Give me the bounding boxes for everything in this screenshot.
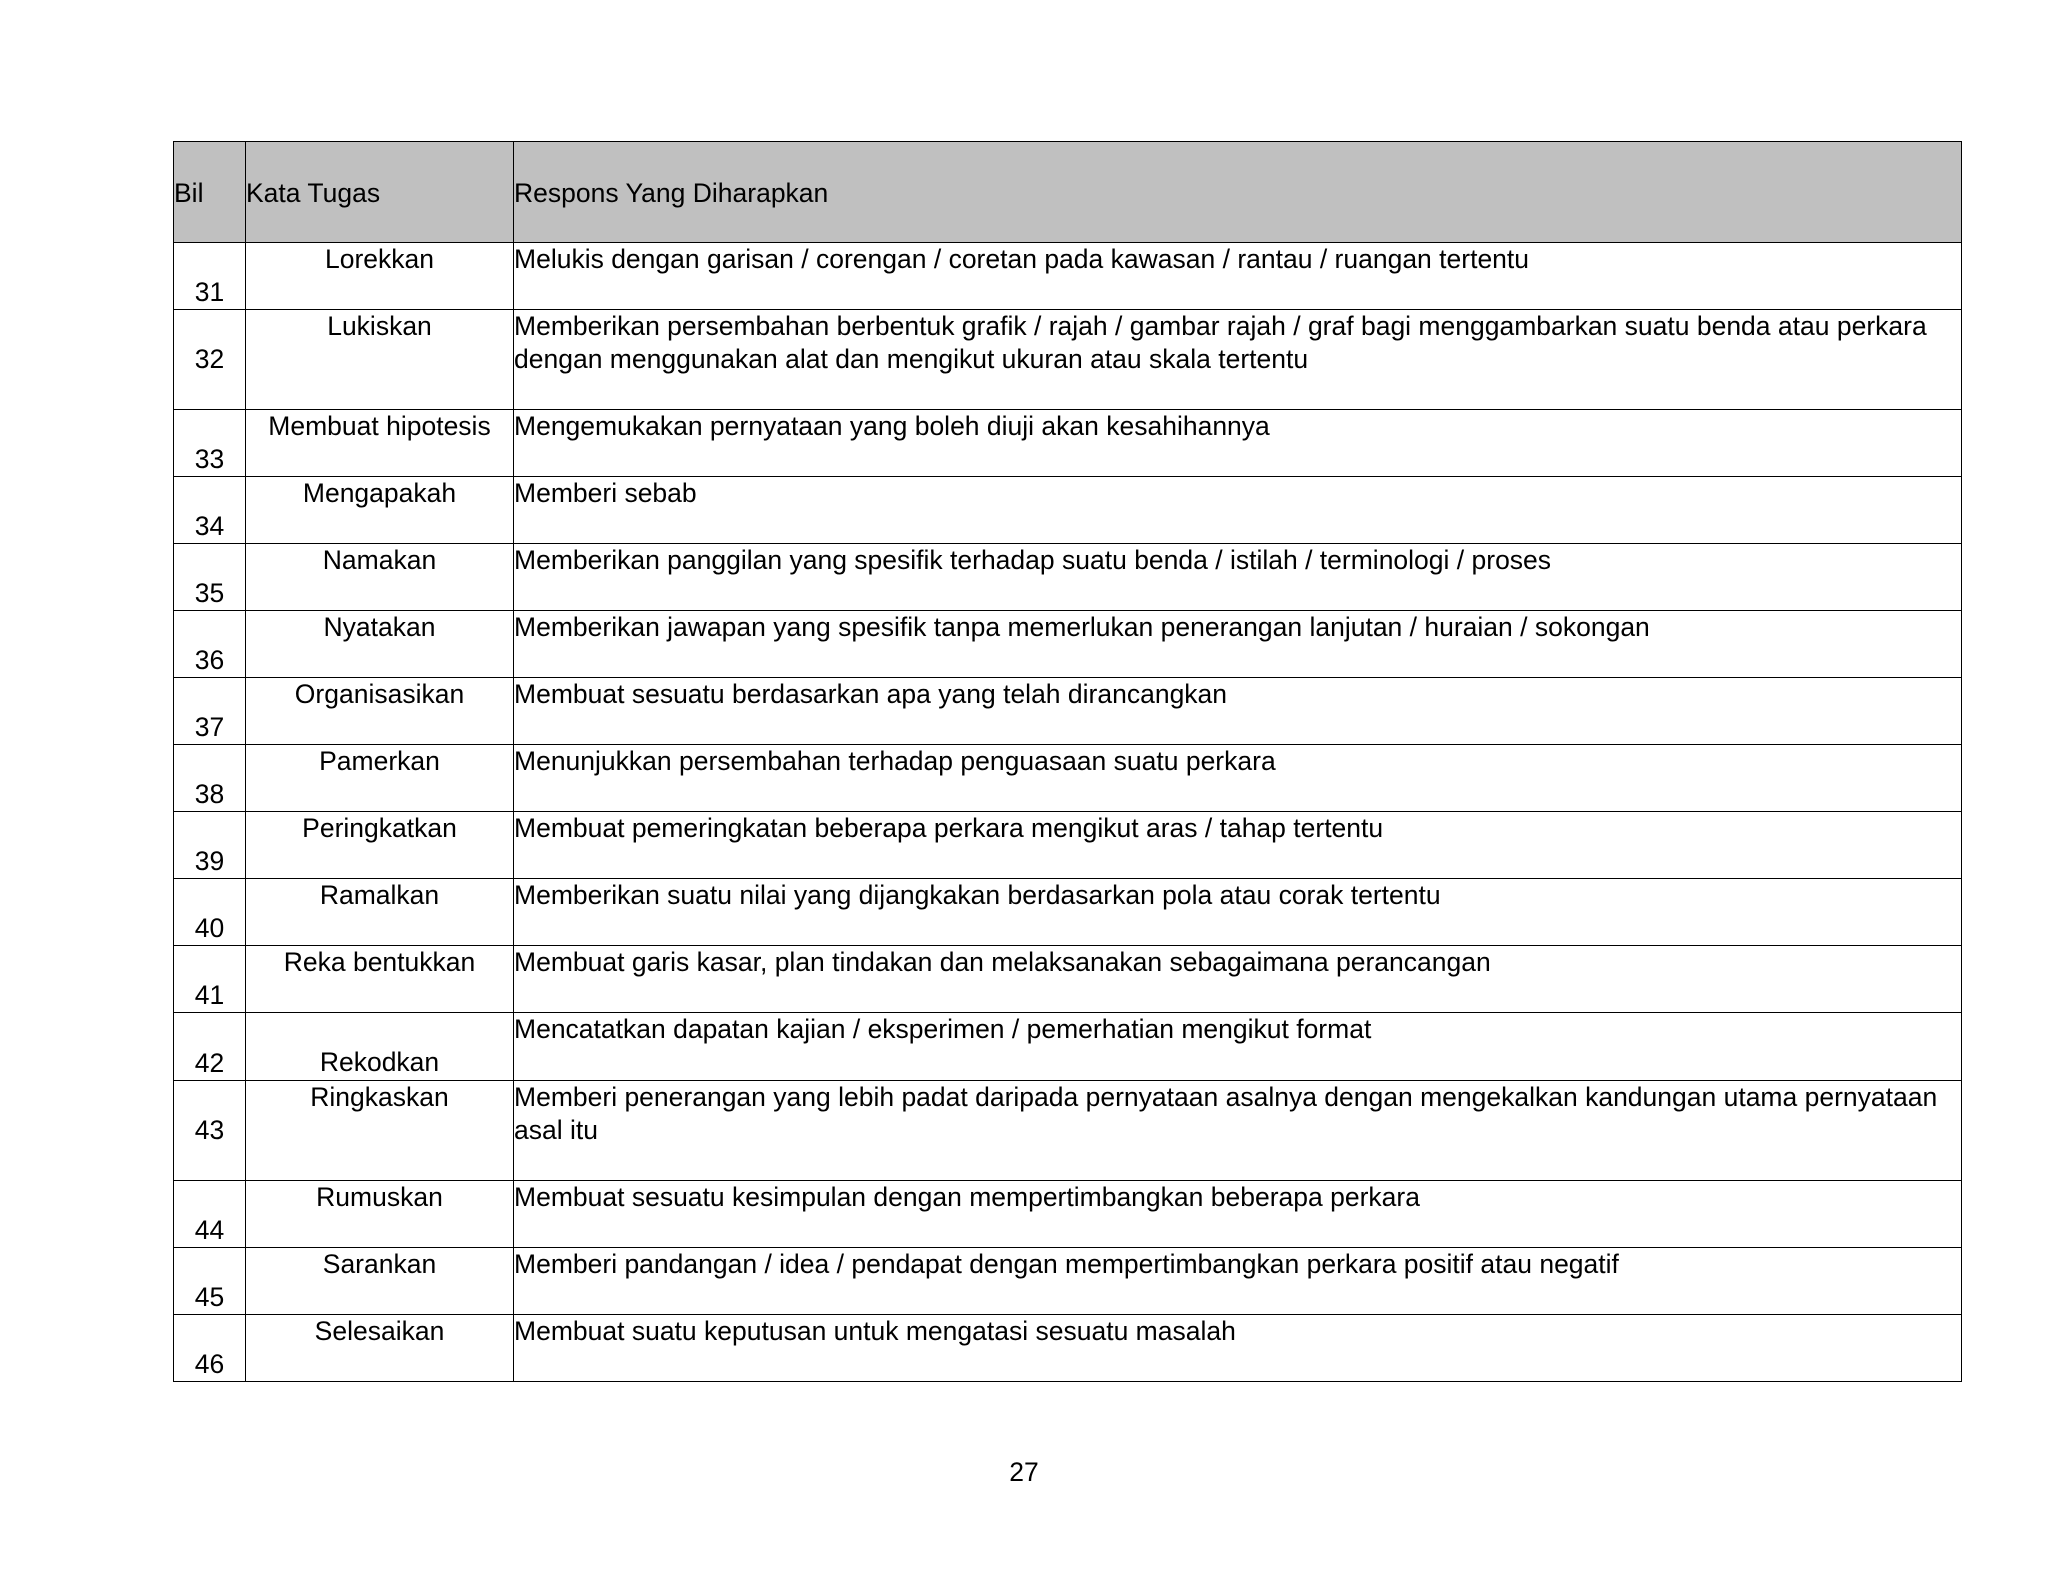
kata-tugas-table [173, 141, 1962, 1382]
respons-cell: Mengemukakan pernyataan yang boleh diuji akan kesahihannya [514, 410, 1962, 477]
row-number: 39 [174, 812, 246, 879]
table-row [174, 310, 1962, 410]
respons-cell: Membuat garis kasar, plan tindakan dan melaksanakan sebagaimana perancangan [514, 946, 1962, 1013]
respons-cell: Memberi pandangan / idea / pendapat dengan mempertimbangkan perkara positif atau negatif [514, 1248, 1962, 1315]
respons-cell: Memberi penerangan yang lebih padat daripada pernyataan asalnya dengan mengekalkan kandungan utama pernyataan asal itu [514, 1081, 1962, 1181]
kata-tugas-cell: Pamerkan [246, 745, 514, 812]
kata-tugas-cell: Peringkatkan [246, 812, 514, 879]
table-row [174, 477, 1962, 544]
table-row [174, 812, 1962, 879]
table-row [174, 879, 1962, 946]
row-number: 36 [174, 611, 246, 678]
kata-tugas-cell: Selesaikan [246, 1315, 514, 1382]
row-number: 40 [174, 879, 246, 946]
table-header [174, 142, 1962, 243]
kata-tugas-cell: Rumuskan [246, 1181, 514, 1248]
table-row [174, 410, 1962, 477]
kata-tugas-cell: Nyatakan [246, 611, 514, 678]
table-row [174, 745, 1962, 812]
table-row [174, 611, 1962, 678]
kata-tugas-cell: Reka bentukkan [246, 946, 514, 1013]
kata-tugas-cell: Lorekkan [246, 243, 514, 310]
row-number: 42 [174, 1013, 246, 1081]
kata-tugas-cell: Membuat hipotesis [246, 410, 514, 477]
page-number: 27 [1009, 1457, 1039, 1487]
row-number: 45 [174, 1248, 246, 1315]
respons-cell: Membuat sesuatu berdasarkan apa yang telah dirancangkan [514, 678, 1962, 745]
header-row [174, 142, 1962, 243]
respons-cell: Melukis dengan garisan / corengan / coretan pada kawasan / rantau / ruangan tertentu [514, 243, 1962, 310]
table-row [174, 1081, 1962, 1181]
table-row [174, 544, 1962, 611]
table-row [174, 678, 1962, 745]
row-number: 32 [174, 310, 246, 410]
kata-tugas-cell: Sarankan [246, 1248, 514, 1315]
row-number: 38 [174, 745, 246, 812]
row-number: 33 [174, 410, 246, 477]
respons-cell: Membuat suatu keputusan untuk mengatasi sesuatu masalah [514, 1315, 1962, 1382]
kata-tugas-cell: Ringkaskan [246, 1081, 514, 1181]
row-number: 37 [174, 678, 246, 745]
table-row [174, 1013, 1962, 1081]
respons-cell: Memberikan persembahan berbentuk grafik / rajah / gambar rajah / graf bagi menggambarkan suatu benda atau perkara dengan menggunakan alat dan mengikut ukuran atau skala tertentu [514, 310, 1962, 410]
row-number: 31 [174, 243, 246, 310]
respons-cell: Membuat sesuatu kesimpulan dengan mempertimbangkan beberapa perkara [514, 1181, 1962, 1248]
respons-cell: Menunjukkan persembahan terhadap penguasaan suatu perkara [514, 745, 1962, 812]
header-respons: Respons Yang Diharapkan [514, 142, 1962, 243]
respons-cell: Memberikan panggilan yang spesifik terhadap suatu benda / istilah / terminologi / proses [514, 544, 1962, 611]
table-row [174, 243, 1962, 310]
row-number: 44 [174, 1181, 246, 1248]
kata-tugas-cell: Namakan [246, 544, 514, 611]
respons-cell: Memberikan suatu nilai yang dijangkakan berdasarkan pola atau corak tertentu [514, 879, 1962, 946]
table-row [174, 1181, 1962, 1248]
respons-cell: Membuat pemeringkatan beberapa perkara mengikut aras / tahap tertentu [514, 812, 1962, 879]
row-number: 41 [174, 946, 246, 1013]
table-row [174, 1248, 1962, 1315]
row-number: 46 [174, 1315, 246, 1382]
kata-tugas-cell: Lukiskan [246, 310, 514, 410]
header-kata-tugas: Kata Tugas [246, 142, 514, 243]
table-row [174, 1315, 1962, 1382]
table-body [174, 243, 1962, 1382]
respons-cell: Memberi sebab [514, 477, 1962, 544]
respons-cell: Memberikan jawapan yang spesifik tanpa memerlukan penerangan lanjutan / huraian / sokongan [514, 611, 1962, 678]
kata-tugas-cell: Organisasikan [246, 678, 514, 745]
kata-tugas-cell: Ramalkan [246, 879, 514, 946]
row-number: 35 [174, 544, 246, 611]
header-bil: Bil [174, 142, 246, 243]
kata-tugas-cell: Mengapakah [246, 477, 514, 544]
row-number: 43 [174, 1081, 246, 1181]
kata-tugas-cell: Rekodkan [246, 1013, 514, 1081]
respons-cell: Mencatatkan dapatan kajian / eksperimen / pemerhatian mengikut format [514, 1013, 1962, 1081]
row-number: 34 [174, 477, 246, 544]
table-row [174, 946, 1962, 1013]
